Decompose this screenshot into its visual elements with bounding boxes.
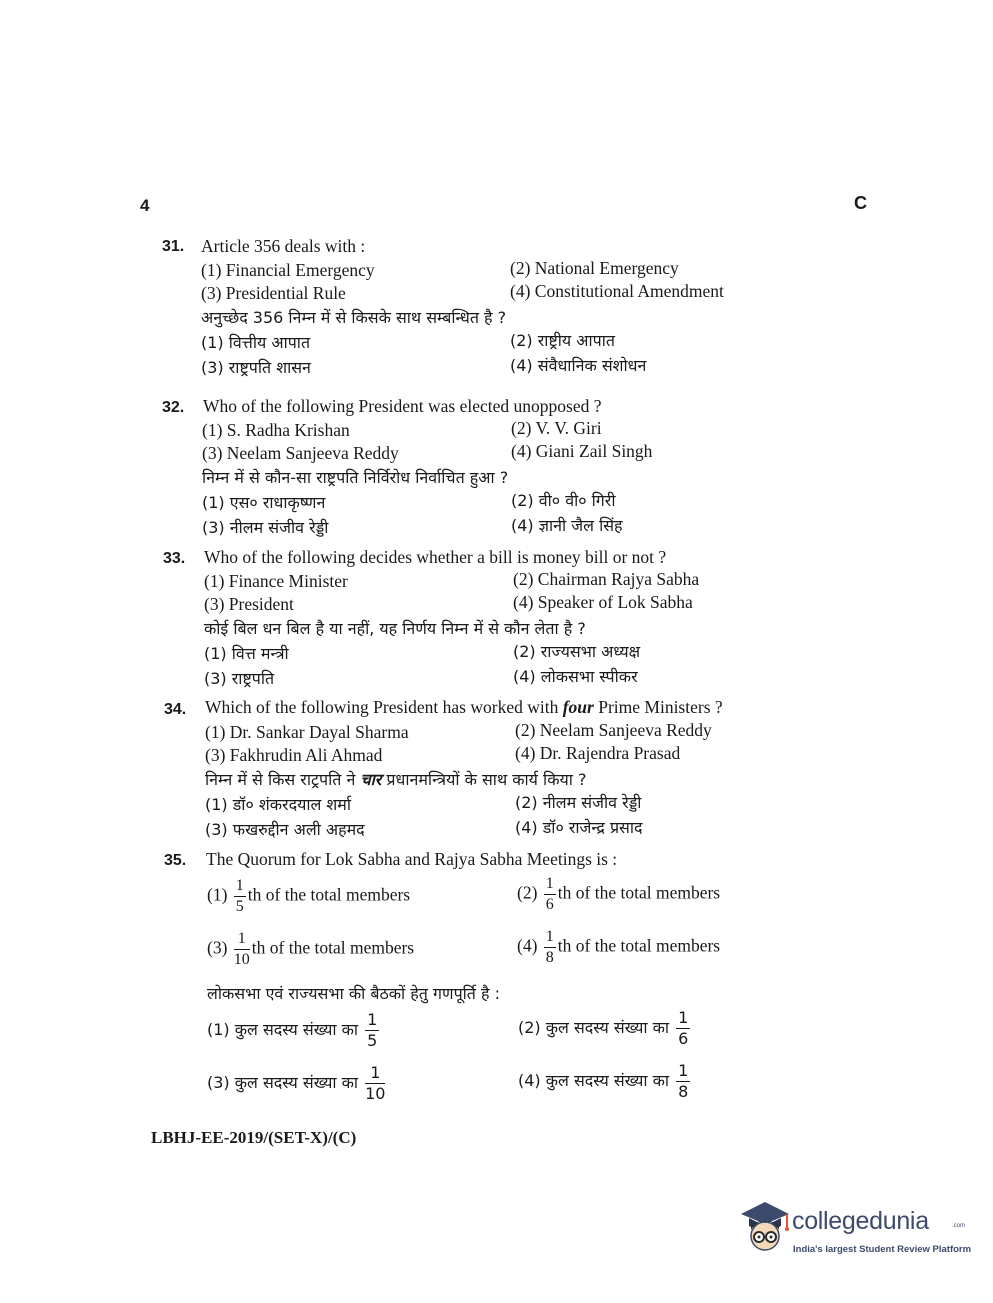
option-hi-4: (4) कुल सदस्य संख्या का $\frac{1}{8}$ bbox=[518, 1061, 689, 1101]
set-code: C bbox=[854, 193, 867, 213]
option-en-4: (4) Constitutional Amendment bbox=[510, 281, 724, 301]
question-text-hi: अनुच्छेद 356 निम्न में से किसके साथ सम्बन्धित है ? bbox=[201, 308, 507, 327]
option-en-3: (3) $\frac{1}{10}$ th of the total members bbox=[207, 930, 415, 968]
option-hi-4: (4) ज्ञानी जैल सिंह bbox=[511, 516, 623, 535]
option-hi-3: (3) फखरुद्दीन अली अहमद bbox=[205, 820, 365, 839]
option-en-4: (4) $\frac{1}{8}$ th of the total members bbox=[517, 928, 721, 966]
option-hi-2: (2) नीलम संजीव रेड्डी bbox=[515, 793, 642, 812]
option-en-4: (4) Dr. Rajendra Prasad bbox=[515, 743, 681, 763]
option-en-3: (3) Presidential Rule bbox=[201, 283, 346, 303]
question-number: 32. bbox=[162, 399, 185, 416]
option-hi-1: (1) वित्तीय आपात bbox=[201, 333, 311, 352]
question-text-en: Article 356 deals with : bbox=[201, 236, 366, 256]
option-hi-2: (2) वी० वी० गिरी bbox=[511, 491, 616, 510]
option-en-2: (2) National Emergency bbox=[510, 258, 679, 278]
option-en-1: (1) Financial Emergency bbox=[201, 260, 375, 280]
question-number: 33. bbox=[163, 550, 186, 567]
option-hi-3: (3) राष्ट्रपति bbox=[204, 669, 275, 688]
question-text-en: The Quorum for Lok Sabha and Rajya Sabha Meetings is : bbox=[206, 849, 618, 869]
option-hi-3: (3) नीलम संजीव रेड्डी bbox=[202, 518, 329, 537]
paper-code: LBHJ-EE-2019/(SET-X)/(C) bbox=[151, 1128, 357, 1147]
option-en-3: (3) Neelam Sanjeeva Reddy bbox=[202, 443, 399, 463]
option-hi-1: (1) एस० राधाकृष्णन bbox=[202, 493, 326, 512]
question-text-hi: कोई बिल धन बिल है या नहीं, यह निर्णय निम्न में से कौन लेता है ? bbox=[204, 619, 586, 638]
option-en-3: (3) Fakhrudin Ali Ahmad bbox=[205, 745, 383, 765]
logo-tagline: India's largest Student Review Platform bbox=[793, 1244, 972, 1255]
option-hi-3: (3) कुल सदस्य संख्या का $\frac{1}{10}$ bbox=[207, 1063, 386, 1103]
option-en-4: (4) Speaker of Lok Sabha bbox=[513, 592, 693, 612]
option-hi-4: (4) डॉ० राजेन्द्र प्रसाद bbox=[515, 818, 643, 837]
option-hi-4: (4) संवैधानिक संशोधन bbox=[510, 356, 647, 375]
option-en-2: (2) V. V. Giri bbox=[511, 418, 602, 438]
question-number: 34. bbox=[164, 701, 187, 718]
question-text-en: Who of the following decides whether a bill is money bill or not ? bbox=[204, 547, 667, 567]
option-hi-1: (1) वित्त मन्त्री bbox=[204, 644, 289, 663]
question-text-hi: निम्न में से कौन-सा राष्ट्रपति निर्विरोध निर्वाचित हुआ ? bbox=[202, 468, 509, 487]
option-en-1: (1) Finance Minister bbox=[204, 571, 348, 591]
mascot-icon bbox=[735, 1196, 795, 1258]
option-hi-2: (2) कुल सदस्य संख्या का $\frac{1}{6}$ bbox=[518, 1008, 689, 1048]
option-en-3: (3) President bbox=[204, 594, 294, 614]
option-en-1: (1) S. Radha Krishan bbox=[202, 420, 350, 440]
option-en-1: (1) Dr. Sankar Dayal Sharma bbox=[205, 722, 409, 742]
option-hi-1: (1) कुल सदस्य संख्या का $\frac{1}{5}$ bbox=[207, 1010, 378, 1050]
question-text-hi: निम्न में से किस राट्रपति ने चार प्रधानमन्त्रियों के साथ कार्य किया ? bbox=[205, 770, 587, 789]
option-hi-2: (2) राष्ट्रीय आपात bbox=[510, 331, 615, 350]
option-en-2: (2) Neelam Sanjeeva Reddy bbox=[515, 720, 712, 740]
option-en-2: (2) Chairman Rajya Sabha bbox=[513, 569, 700, 589]
option-en-2: (2) $\frac{1}{6}$ th of the total members bbox=[517, 875, 721, 913]
option-hi-4: (4) लोकसभा स्पीकर bbox=[513, 667, 638, 686]
option-hi-1: (1) डॉ० शंकरदयाल शर्मा bbox=[205, 795, 352, 814]
logo-domain-suffix: .com bbox=[952, 1223, 966, 1229]
option-hi-2: (2) राज्यसभा अध्यक्ष bbox=[513, 642, 641, 661]
logo-wordmark: collegedunia bbox=[792, 1207, 929, 1235]
question-text-hi: लोकसभा एवं राज्यसभा की बैठकों हेतु गणपूर्ति है : bbox=[207, 984, 500, 1003]
option-en-1: (1) $\frac{1}{5}$ th of the total members bbox=[207, 877, 411, 915]
question-text-en: Which of the following President has worked with four Prime Ministers ? bbox=[205, 697, 723, 717]
option-hi-3: (3) राष्ट्रपति शासन bbox=[201, 358, 311, 377]
option-en-4: (4) Giani Zail Singh bbox=[511, 441, 653, 461]
question-number: 35. bbox=[164, 852, 187, 869]
question-text-en: Who of the following President was elected unopposed ? bbox=[203, 396, 602, 416]
question-number: 31. bbox=[162, 238, 185, 255]
page-number: 4 bbox=[140, 196, 150, 215]
